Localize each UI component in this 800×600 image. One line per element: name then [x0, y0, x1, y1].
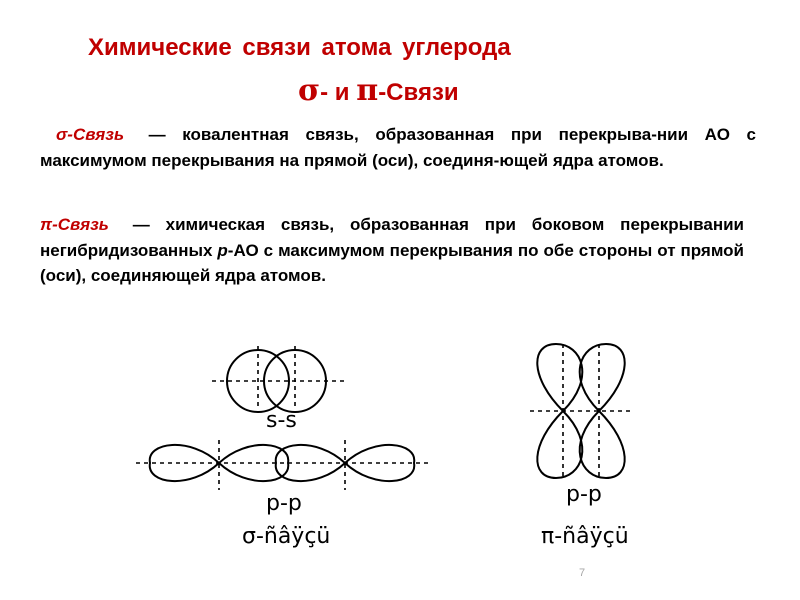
subtitle-and: - и: [320, 79, 357, 106]
p-orbital-left-inner-lobe: [219, 445, 288, 481]
sigma-bond-text: — ковалентная связь, образованная при перекрыва-нии АО с максимумом перекрывания на прямой (оси), соединя-ющей ядра атомов.: [40, 125, 756, 170]
slide-title: Химические связи атома углерода: [88, 34, 511, 61]
p-p-sigma-label: p-p: [266, 491, 302, 516]
p-orbital-right-upper-lobe: [580, 344, 625, 411]
p-p-pi-label: p-p: [566, 482, 602, 507]
p-orbital-right-inner-lobe: [276, 445, 345, 481]
p-orbital-left-lower-lobe: [537, 411, 582, 478]
pi-bond-text-after: -АО с максимумом перекрывания по обе стороны от прямой (оси), соединяющей ядра атомов.: [40, 240, 744, 285]
sigma-bond-caption: σ-ñâÿçü: [242, 524, 331, 549]
pi-symbol: π: [356, 73, 379, 108]
pi-bond-text-before: — химическая связь, образованная при боковом перекрывании негибридизованных: [40, 215, 744, 260]
sigma-symbol: σ: [298, 73, 321, 108]
pi-bond-p-letter: р: [217, 240, 228, 260]
pi-bond-caption: π-ñâÿçü: [541, 524, 629, 549]
s-s-label: s-s: [266, 408, 297, 433]
page-number: 7: [579, 567, 586, 579]
sigma-bond-term: σ-Связь: [56, 125, 125, 144]
subtitle-rest: -Связи: [378, 79, 459, 106]
p-orbital-left-upper-lobe: [537, 344, 582, 411]
p-orbital-right-lower-lobe: [580, 411, 625, 478]
pi-bond-term: π-Связь: [40, 215, 109, 234]
